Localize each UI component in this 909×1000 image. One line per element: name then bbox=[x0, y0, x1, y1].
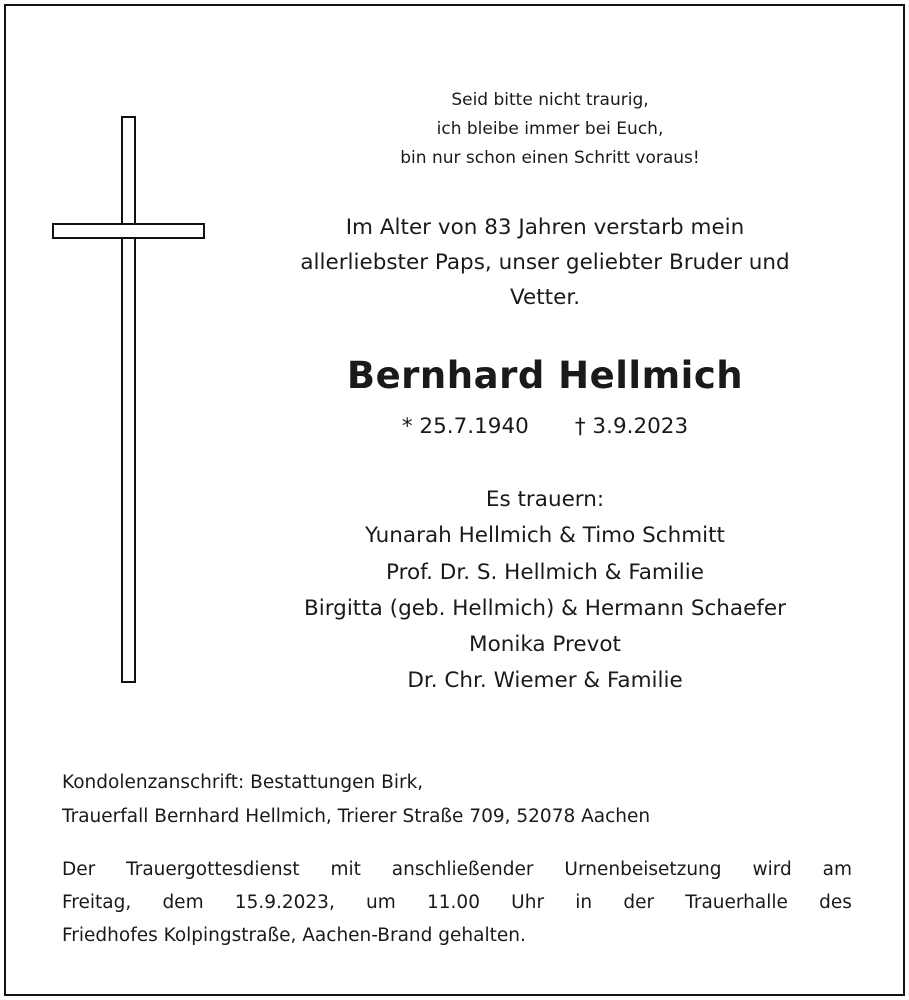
death-announcement bbox=[240, 210, 850, 315]
life-dates bbox=[240, 410, 850, 444]
service-word: Urnenbeisetzung bbox=[564, 859, 722, 880]
service-word: des bbox=[819, 892, 852, 913]
poem bbox=[290, 86, 810, 173]
poem-line: bin nur schon einen Schritt voraus! bbox=[400, 148, 700, 168]
service-word: Freitag, bbox=[62, 892, 132, 913]
condolence-address bbox=[62, 766, 862, 834]
death-date: † 3.9.2023 bbox=[574, 414, 689, 439]
service-line-2 bbox=[62, 886, 852, 919]
address-line: Trauerfall Bernhard Hellmich, Trierer Straße 709, 52078 Aachen bbox=[62, 806, 651, 827]
mourner-name: Dr. Chr. Wiemer & Familie bbox=[407, 668, 683, 694]
service-line-1 bbox=[62, 853, 852, 886]
mourner-name: Yunarah Hellmich & Timo Schmitt bbox=[365, 523, 725, 549]
funeral-service-notice bbox=[62, 853, 852, 952]
service-word: Trauerhalle bbox=[685, 892, 788, 913]
service-word: am bbox=[822, 859, 852, 880]
address-line: Kondolenzanschrift: Bestattungen Birk, bbox=[62, 772, 424, 793]
service-word: dem bbox=[162, 892, 204, 913]
service-word: in bbox=[575, 892, 593, 913]
mourner-name: Prof. Dr. S. Hellmich & Familie bbox=[386, 559, 704, 585]
service-word: 11.00 bbox=[427, 892, 480, 913]
service-line-3: Friedhofes Kolpingstraße, Aachen-Brand gehalten. bbox=[62, 925, 526, 946]
mourner-name: Monika Prevot bbox=[469, 632, 621, 658]
service-word: um bbox=[366, 892, 396, 913]
service-word: mit bbox=[330, 859, 361, 880]
deceased-name: Bernhard Hellmich bbox=[346, 354, 744, 397]
service-word: anschließender bbox=[391, 859, 534, 880]
announcement-line: allerliebster Paps, unser geliebter Bruder und bbox=[300, 250, 790, 275]
announcement-line: Im Alter von 83 Jahren verstarb mein bbox=[345, 215, 745, 240]
mourners-list bbox=[240, 482, 850, 700]
poem-line: Seid bitte nicht traurig, bbox=[451, 90, 649, 110]
service-word: Trauergottesdienst bbox=[126, 859, 300, 880]
service-word: 15.9.2023, bbox=[234, 892, 335, 913]
service-word: wird bbox=[752, 859, 792, 880]
birth-date: * 25.7.1940 bbox=[401, 414, 529, 439]
service-word: der bbox=[623, 892, 655, 913]
poem-line: ich bleibe immer bei Euch, bbox=[436, 119, 664, 139]
announcement-line: Vetter. bbox=[509, 285, 581, 310]
service-word: Uhr bbox=[511, 892, 545, 913]
mourners-heading: Es trauern: bbox=[485, 487, 605, 512]
service-word: Der bbox=[62, 859, 96, 880]
mourner-name: Birgitta (geb. Hellmich) & Hermann Schaefer bbox=[304, 595, 786, 621]
